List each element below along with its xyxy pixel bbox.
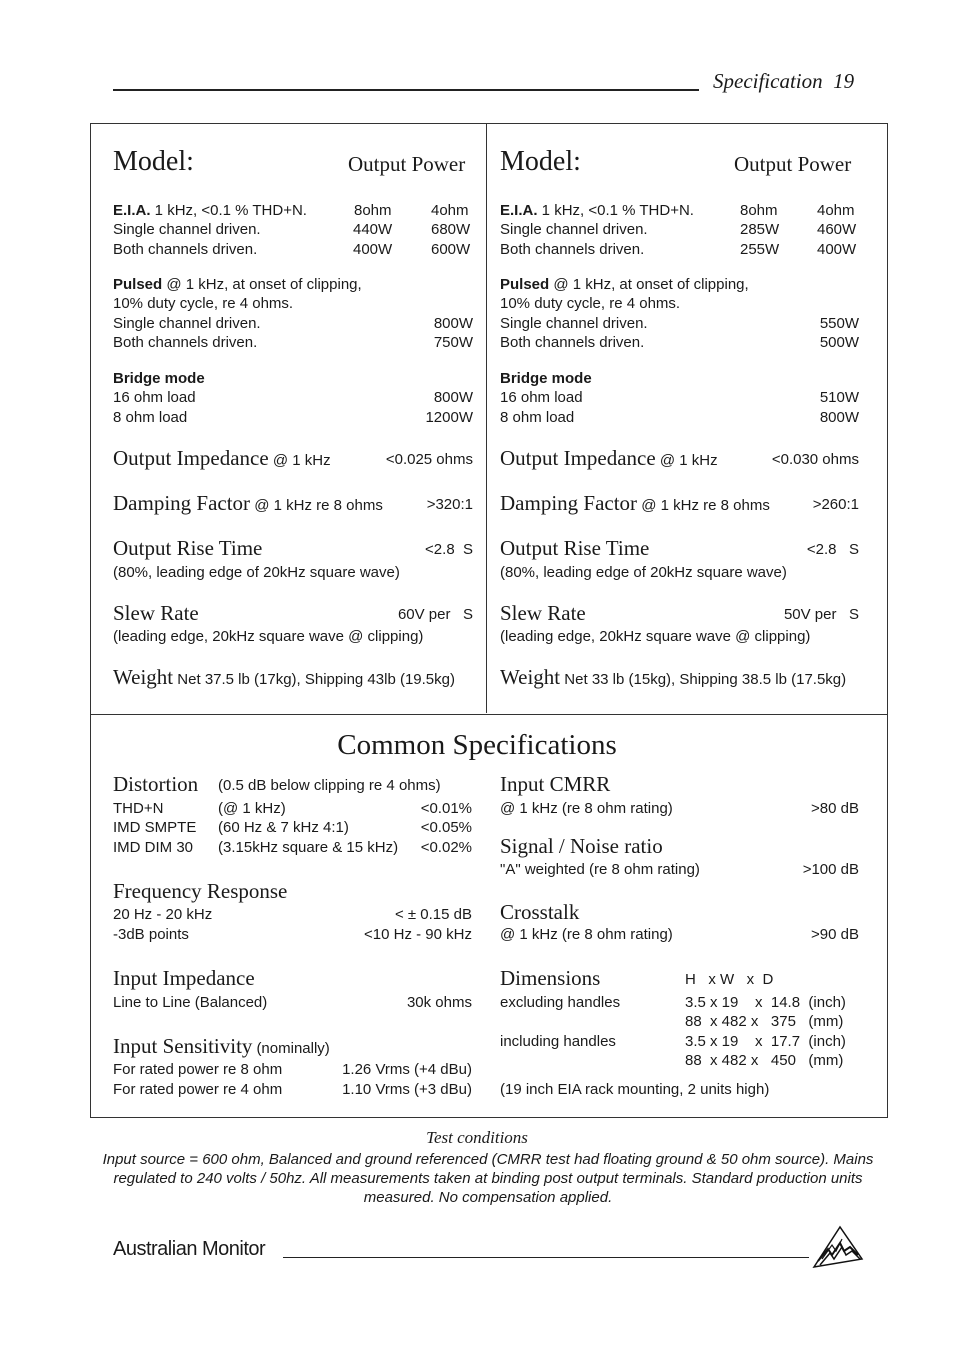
slew-rate-note: (leading edge, 20kHz square wave @ clipping) [113,628,424,645]
freq-r2: -3dB points [113,926,189,943]
pulsed-single: Single channel driven. [500,315,648,332]
bridge-16-val: 510W [819,389,859,406]
pulsed-both: Both channels driven. [113,334,258,351]
freq-response-label: Frequency Response [113,879,288,903]
freq-r1-val: < ± 0.15 dB [394,906,472,923]
both-label: Both channels driven. [500,241,645,258]
test-conditions-title: Test conditions [426,1128,528,1147]
snr-val: >100 dB [802,861,859,878]
brand-wordmark: Australian Monitor [113,1238,266,1260]
snr-r1: "A" weighted (re 8 ohm rating) [500,861,700,878]
slew-rate-note: (leading edge, 20kHz square wave @ clipping) [500,628,811,645]
bridge-16: 16 ohm load [113,389,196,406]
col-8ohm: 8ohm [354,202,392,219]
dim30-cond: (3.15kHz square & 15 kHz) [218,839,399,856]
weight: Weight Net 37.5 lb (17kg), Shipping 43lb (19.5kg) [113,665,455,689]
bridge-8-val: 800W [819,409,859,426]
single-8: 440W [353,221,393,238]
col-4ohm: 4ohm [817,202,855,219]
weight: Weight Net 33 lb (15kg), Shipping 38.5 lb (17.5kg) [500,665,847,689]
smpte-val: <0.05% [420,819,472,836]
single-label: Single channel driven. [500,221,648,238]
pulsed-line: Pulsed @ 1 kHz, at onset of clipping, [500,276,749,293]
model-label: Model: [113,146,194,177]
bridge-heading: Bridge mode [500,370,592,387]
thd-name: THD+N [113,800,164,817]
dim30-name: IMD DIM 30 [113,839,194,856]
bridge-8: 8 ohm load [500,409,575,426]
dimensions-label: Dimensions [500,966,601,990]
rise-time-label: Output Rise Time [113,536,263,560]
slew-rate-val: 50V per S [783,606,859,623]
dims-excluding: excluding handles [500,994,621,1011]
crosstalk-label: Crosstalk [500,900,580,924]
test-conditions-body: Input source = 600 ohm, Balanced and ground referenced (CMRR test had floating ground & 50 ohm source). Mains regulated to 240 volts / 50hz. All measurements taken at binding post output terminals. Standard production units measured. No compensation applied. [102,1151,874,1206]
both-label: Both channels driven. [113,241,258,258]
dimensions-header: H x W x D [685,971,774,988]
bridge-8-val: 1200W [425,409,473,426]
bridge-16-val: 800W [433,389,473,406]
single-8: 285W [740,221,780,238]
slew-rate-label: Slew Rate [113,601,199,625]
mountain-logo-icon [812,1225,864,1269]
crosstalk-r1: @ 1 kHz (re 8 ohm rating) [500,926,673,943]
insens-r1: For rated power re 8 ohm [113,1061,283,1078]
col-4ohm: 4ohm [431,202,469,219]
common-specs-title: Common Specifications [337,729,617,761]
dims-excluding-mm: 88 x 482 x 375 (mm) [685,1013,844,1030]
rise-time-val: <2.8 S [425,541,473,558]
dims-including: including handles [500,1033,616,1050]
pulsed-both: Both channels driven. [500,334,645,351]
panel-divider [486,123,487,713]
pulsed-line2: 10% duty cycle, re 4 ohms. [113,295,294,312]
output-power-heading: Output Power [348,152,466,176]
distortion-cond: (0.5 dB below clipping re 4 ohms) [218,777,441,794]
output-impedance: Output Impedance @ 1 kHz [113,446,331,470]
pulsed-line2: 10% duty cycle, re 4 ohms. [500,295,681,312]
rise-time-note: (80%, leading edge of 20kHz square wave) [500,564,787,581]
section-title: Specification [713,69,823,93]
output-impedance: Output Impedance @ 1 kHz [500,446,718,470]
insens-r2-val: 1.10 Vrms (+3 dBu) [342,1081,472,1098]
smpte-cond: (60 Hz & 7 kHz 4:1) [218,819,349,836]
insens-r2: For rated power re 4 ohm [113,1081,283,1098]
footer-rule [283,1257,809,1258]
header-rule [113,89,699,91]
dims-including-inch: 3.5 x 19 x 17.7 (inch) [685,1033,846,1050]
bridge-16: 16 ohm load [500,389,583,406]
pulsed-line: Pulsed @ 1 kHz, at onset of clipping, [113,276,362,293]
bridge-heading: Bridge mode [113,370,205,387]
rise-time-label: Output Rise Time [500,536,650,560]
insens-r1-val: 1.26 Vrms (+4 dBu) [342,1061,472,1078]
distortion-label: Distortion [113,772,199,796]
rise-time-note: (80%, leading edge of 20kHz square wave) [113,564,400,581]
single-4: 680W [431,221,471,238]
damping-factor: Damping Factor @ 1 kHz re 8 ohms [113,491,383,515]
freq-r2-val: <10 Hz - 90 kHz [364,926,472,943]
dims-note: (19 inch EIA rack mounting, 2 units high) [500,1081,770,1098]
pulsed-single: Single channel driven. [113,315,261,332]
dims-excluding-inch: 3.5 x 19 x 14.8 (inch) [685,994,846,1011]
rise-time-val: <2.8 S [806,541,859,558]
thd-cond: (@ 1 kHz) [218,800,286,817]
crosstalk-val: >90 dB [811,926,859,943]
damping-factor: Damping Factor @ 1 kHz re 8 ohms [500,491,770,515]
damping-factor-val: >320:1 [426,496,473,513]
col-8ohm: 8ohm [740,202,778,219]
slew-rate-label: Slew Rate [500,601,586,625]
dim30-val: <0.02% [420,839,472,856]
slew-rate-val: 60V per S [397,606,473,623]
model-label: Model: [500,146,581,177]
cmrr-label: Input CMRR [500,772,611,796]
page-number: 19 [833,69,855,93]
both-8: 400W [353,241,393,258]
thd-val: <0.01% [420,800,472,817]
both-4: 600W [431,241,471,258]
input-impedance-label: Input Impedance [113,966,255,990]
eia-line: E.I.A. 1 kHz, <0.1 % THD+N. [500,202,694,219]
both-4: 400W [817,241,857,258]
page-header [713,69,854,94]
cmrr-r1: @ 1 kHz (re 8 ohm rating) [500,800,673,817]
bridge-8: 8 ohm load [113,409,188,426]
output-power-heading: Output Power [734,152,852,176]
single-label: Single channel driven. [113,221,261,238]
single-4: 460W [817,221,857,238]
input-impedance-val: 30k ohms [406,994,472,1011]
smpte-name: IMD SMPTE [113,819,197,836]
pulsed-both-val: 750W [433,334,473,351]
cmrr-val: >80 dB [811,800,859,817]
dims-including-mm: 88 x 482 x 450 (mm) [685,1052,844,1069]
pulsed-single-val: 550W [819,315,859,332]
pulsed-both-val: 500W [819,334,859,351]
input-sensitivity: Input Sensitivity (nominally) [113,1034,330,1058]
pulsed-single-val: 800W [433,315,473,332]
output-impedance-val: <0.030 ohms [771,451,859,468]
eia-line: E.I.A. 1 kHz, <0.1 % THD+N. [113,202,307,219]
freq-r1: 20 Hz - 20 kHz [113,906,213,923]
input-impedance-r1: Line to Line (Balanced) [113,994,268,1011]
output-impedance-val: <0.025 ohms [385,451,473,468]
snr-label: Signal / Noise ratio [500,834,663,858]
both-8: 255W [740,241,780,258]
damping-factor-val: >260:1 [812,496,859,513]
